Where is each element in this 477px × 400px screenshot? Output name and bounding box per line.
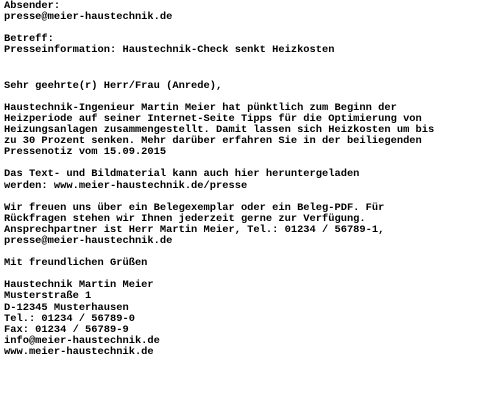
paragraph-line: Das Text- und Bildmaterial kann auch hier heruntergeladen — [4, 168, 360, 181]
press-release-email — [4, 1, 474, 358]
paragraph-line: Pressenotiz vom 15.09.2015 — [4, 146, 167, 159]
sender-label: Absender: — [4, 0, 61, 12]
signature-fax: Fax: 01234 / 56789-9 — [4, 323, 129, 336]
sender-block — [4, 1, 474, 23]
paragraph-line: Ansprechpartner ist Herr Martin Meier, Tel.: 01234 / 56789-1, — [4, 223, 385, 236]
subject-text: Presseinformation: Haustechnik-Check senkt Heizkosten — [4, 44, 335, 57]
signature-street: Musterstraße 1 — [4, 290, 92, 303]
paragraph-line: Heizungsanlagen zusammengestellt. Damit lassen sich Heizkosten um bis — [4, 124, 435, 137]
sender-email: presse@meier-haustechnik.de — [4, 11, 173, 24]
closing: Mit freundlichen Grüßen — [4, 257, 148, 270]
paragraph-line: presse@meier-haustechnik.de — [4, 234, 173, 247]
paragraph-line: Wir freuen uns über ein Belegexemplar oder ein Beleg-PDF. Für — [4, 201, 385, 214]
paragraph-line: Haustechnik-Ingenieur Martin Meier hat pünktlich zum Beginn der — [4, 101, 397, 114]
subject-block — [4, 34, 474, 56]
salutation: Sehr geehrte(r) Herr/Frau (Anrede), — [4, 79, 223, 92]
signature-website: www.meier-haustechnik.de — [4, 345, 154, 358]
signature-phone: Tel.: 01234 / 56789-0 — [4, 312, 135, 325]
paragraph-intro — [4, 103, 474, 158]
signature-email: info@meier-haustechnik.de — [4, 334, 160, 347]
signature-company: Haustechnik Martin Meier — [4, 279, 154, 292]
paragraph-line: Rückfragen stehen wir Ihnen jederzeit gerne zur Verfügung. — [4, 212, 366, 225]
signature-block — [4, 280, 474, 358]
subject-label: Betreff: — [4, 33, 54, 46]
paragraph-line: werden: www.meier-haustechnik.de/presse — [4, 179, 248, 192]
paragraph-contact — [4, 203, 474, 247]
paragraph-download — [4, 169, 474, 191]
paragraph-line: Heizperiode auf seiner Internet-Seite Tipps für die Optimierung von — [4, 112, 422, 125]
paragraph-line: zu 30 Prozent senken. Mehr darüber erfahren Sie in der beiliegenden — [4, 135, 422, 148]
signature-city: D-12345 Musterhausen — [4, 301, 129, 314]
